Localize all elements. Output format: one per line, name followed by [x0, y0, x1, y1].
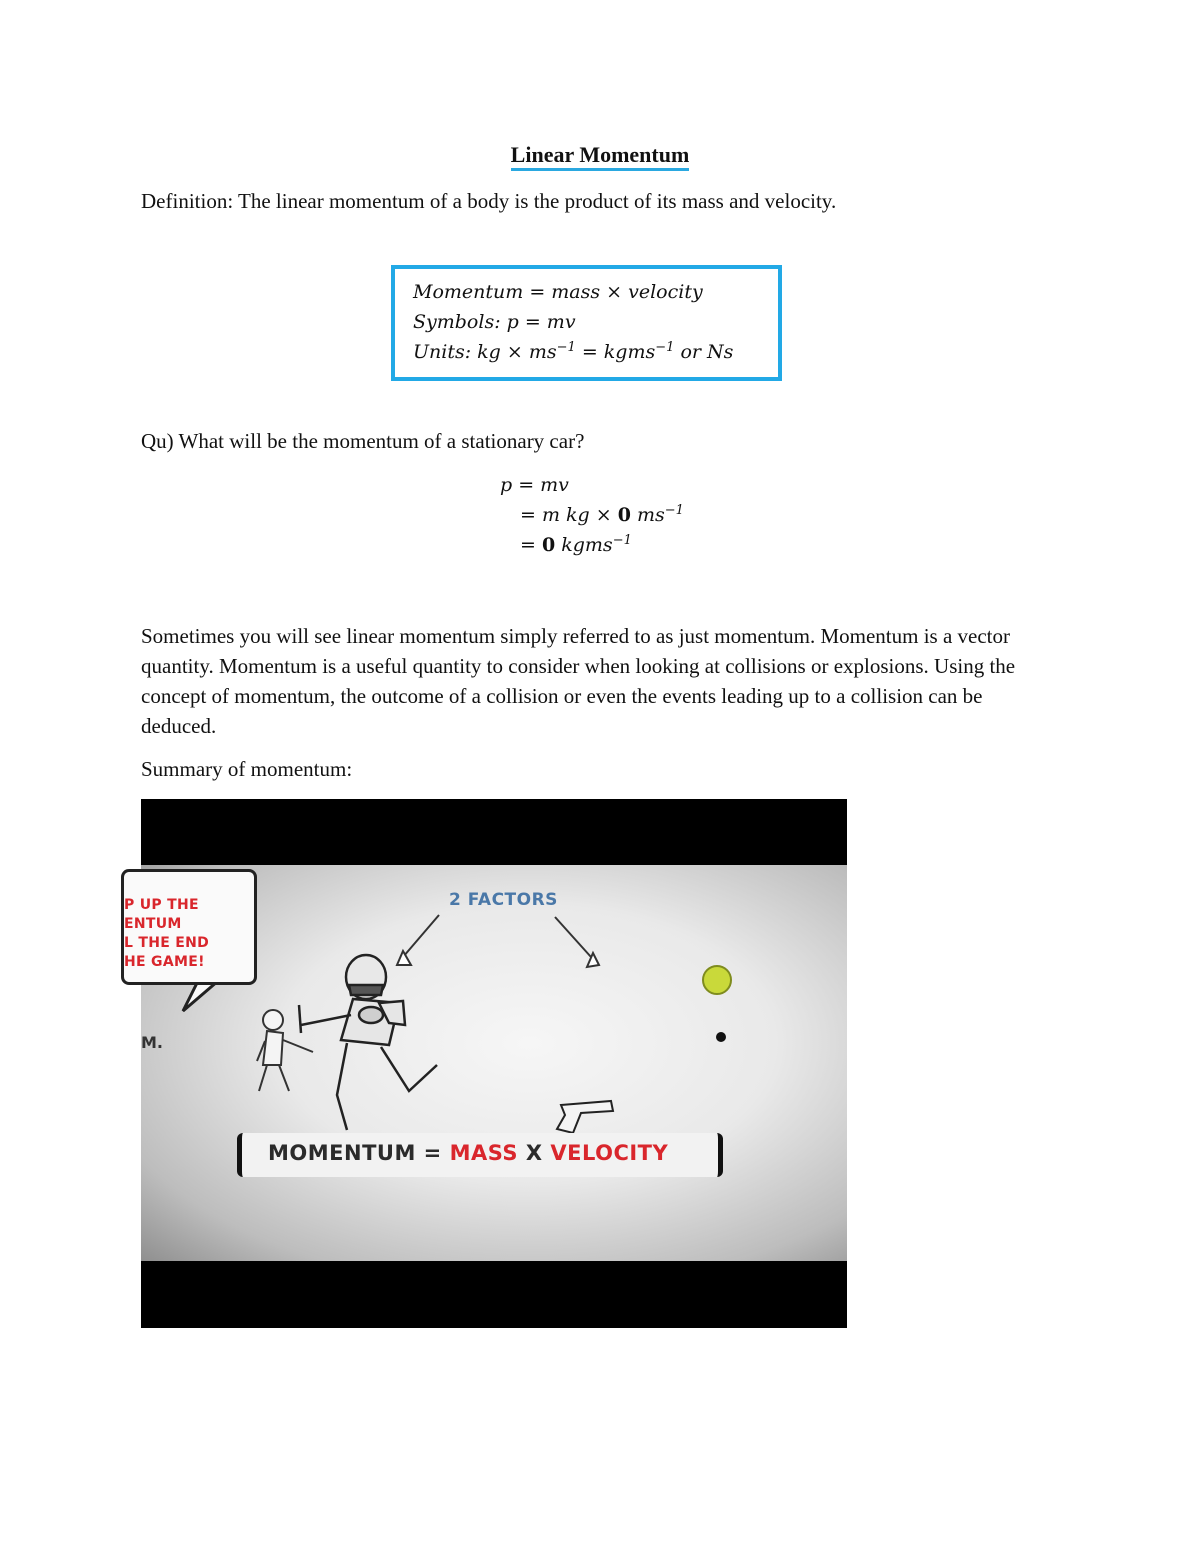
work-line-3: [520, 534, 632, 556]
video-screenshot: [124, 799, 847, 1328]
work-line-3-exponent: −1: [612, 533, 632, 548]
page-title: [0, 142, 1200, 168]
tennis-ball-figure: [703, 966, 731, 994]
cutoff-m-text: M.: [141, 1033, 163, 1052]
formula-line-symbols: Symbols: p = mv: [413, 311, 576, 333]
summary-label: Summary of momentum:: [141, 757, 353, 781]
units-part-a: Units: kg × ms: [413, 341, 557, 363]
football-player-figure: [299, 955, 437, 1130]
eq-mass: MASS: [449, 1141, 519, 1165]
work-line-2-c: ms: [630, 504, 665, 526]
units-part-c: or Ns: [674, 341, 734, 363]
work-line-2-a: = m kg ×: [520, 504, 618, 526]
momentum-equation-banner: [237, 1133, 723, 1177]
work-line-3-zero: 0: [541, 534, 556, 556]
question-text: Qu) What will be the momentum of a stationary car?: [141, 429, 585, 453]
work-line-2-zero: 0: [617, 504, 631, 526]
title-text: Linear Momentum: [511, 142, 690, 171]
speech-bubble-text: P UP THE ENTUM L THE END HE GAME!: [124, 897, 210, 970]
work-line-2-exponent: −1: [664, 503, 684, 518]
work-line-3-a: =: [520, 534, 542, 556]
body-paragraph: Sometimes you will see linear momentum simply referred to as just momentum. Momentum is a vector quantity. Momentum is a useful quantity to consider when looking at collisions or explosions. Using the concept of momentum, the outcome of a collision or even the events leading up to a collision can be deduced.: [141, 624, 1016, 738]
units-exponent-1: −1: [556, 340, 576, 355]
units-exponent-2: −1: [655, 340, 675, 355]
eq-momentum: MOMENTUM: [268, 1141, 416, 1165]
formula-box: [391, 265, 782, 381]
eq-times: X: [525, 1141, 543, 1165]
factors-label: 2 FACTORS: [449, 890, 558, 910]
formula-line-momentum: Momentum = mass × velocity: [413, 281, 703, 303]
bullet-dot: [716, 1032, 726, 1042]
definition-text: Definition: The linear momentum of a body is the product of its mass and velocity.: [141, 189, 837, 213]
formula-line-units: [413, 341, 733, 363]
small-person-figure: [257, 1010, 313, 1091]
eq-equals: =: [423, 1141, 442, 1165]
revolver-figure: [557, 1101, 613, 1133]
eq-velocity: VELOCITY: [550, 1141, 669, 1165]
momentum-equation-text: [268, 1141, 668, 1165]
factors-arrows: [397, 915, 599, 967]
speech-bubble: [121, 869, 257, 985]
work-line-3-c: kgms: [555, 534, 613, 556]
units-part-b: = kgms: [575, 341, 656, 363]
work-line-1: p = mv: [500, 474, 569, 496]
work-line-2: [520, 504, 684, 526]
video-frame: [124, 865, 847, 1261]
